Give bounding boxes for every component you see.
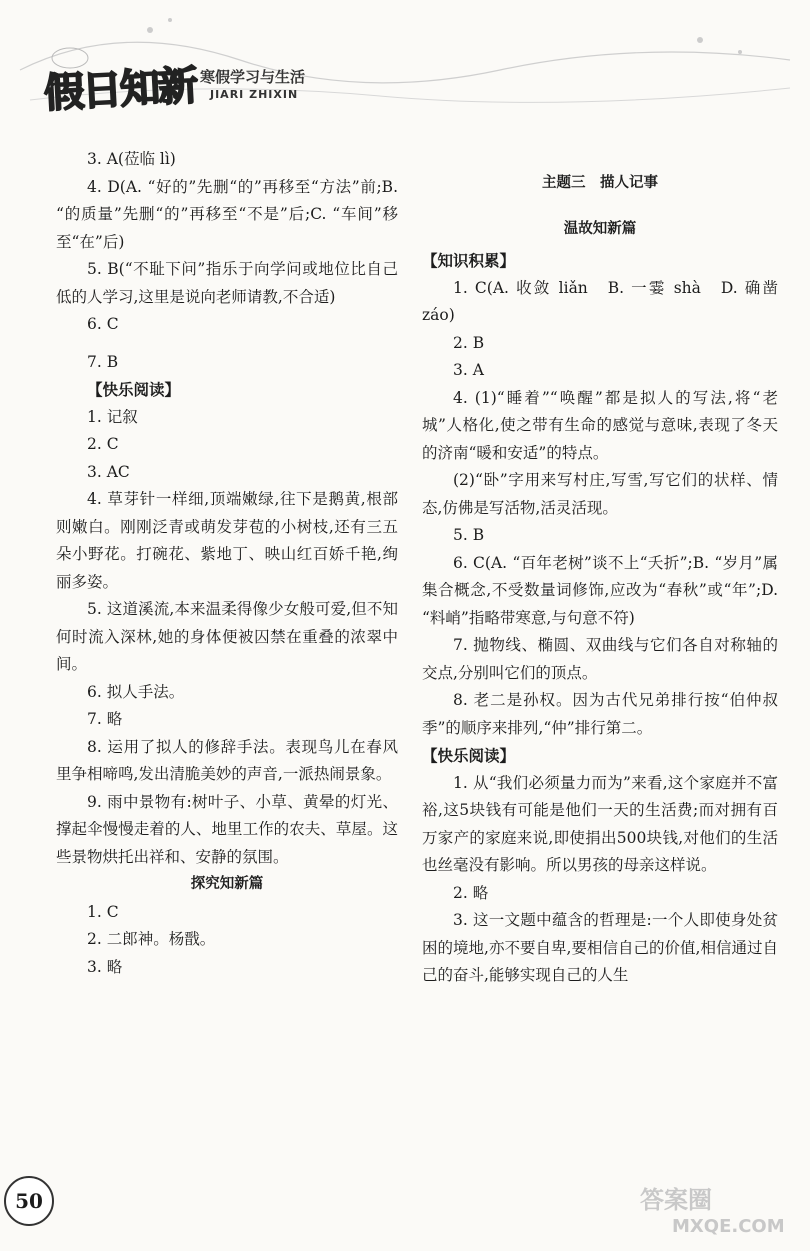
page-header: [0, 0, 810, 130]
answer-item: 5. B: [453, 526, 485, 544]
answer-item: 2. C: [87, 435, 119, 453]
answer-item: 2. 略: [453, 883, 489, 902]
answer-item: 4. (1)“睡着”“唤醒”都是拟人的写法,将“老城”人格化,使之带有生命的感觉与意味,表现了冬天的济南“暖和安适”的特点。: [422, 388, 778, 462]
section-title: 温故知新篇: [563, 220, 637, 237]
answer-item: 8. 老二是孙权。因为古代兄弟排行按“伯仲叔季”的顺序来排列,“仲”排行第二。: [422, 691, 778, 737]
answer-item: 3. A: [453, 361, 484, 379]
logo-pinyin: JIARI ZHIXIN: [210, 88, 299, 101]
answer-item: 2. 二郎神。杨戬。: [87, 930, 216, 948]
answer-item: 6. C(A. “百年老树”谈不上“夭折”;B. “岁月”属集合概念,不受数量词修饰,应改为“春秋”或“年”;D. “料峭”指略带寒意,与句意不符): [422, 553, 778, 627]
page-number: 50: [4, 1176, 54, 1226]
answer-item: 3. 这一文题中蕴含的哲理是:一个人即使身处贫困的境地,亦不要自卑,要相信自己的价值,相信通过自己的奋斗,能够实现自己的人生: [422, 911, 778, 984]
answer-item: 2. B: [453, 333, 485, 352]
section-heading: 【快乐阅读】: [422, 746, 516, 765]
answer-item: 1. C: [87, 902, 119, 921]
answer-item: 9. 雨中景物有:树叶子、小草、黄晕的灯光、撑起伞慢慢走着的人、地里工作的农夫、草屋。这些景物烘托出祥和、安静的氛围。: [56, 792, 398, 866]
section-heading: 【快乐阅读】: [87, 380, 181, 399]
answer-item: 4. D(A. “好的”先删“的”再移至“方法”前;B. “的质量”先删“的”再移至“不是”后;C. “车间”移至“在”后): [56, 177, 398, 251]
watermark: 答案圈: [640, 1186, 712, 1214]
answer-item: 6. C: [87, 315, 119, 333]
left-column: [56, 146, 398, 981]
answer-item: 3. A(莅临 lì): [87, 150, 176, 168]
answer-item: 1. 从“我们必须量力而为”来看,这个家庭并不富裕,这5块钱有可能是他们一天的生活费;而对拥有百万家产的家庭来说,即使捐出500块钱,对他们的生活也丝毫没有影响。所以男孩的母亲这样说。: [422, 773, 778, 874]
answer-item: 7. 抛物线、椭圆、双曲线与它们各自对称轴的交点,分别叫它们的顶点。: [422, 636, 778, 682]
answer-item: (2)“卧”字用来写村庄,写雪,写它们的状样、情态,仿佛是写活物,活灵活现。: [422, 471, 778, 517]
answer-item: 7. 略: [87, 710, 123, 728]
watermark-url: MXQE.COM: [672, 1216, 785, 1237]
logo-subtitle: 寒假学习与生活: [200, 68, 306, 86]
right-column: [422, 146, 778, 990]
answer-item: 3. 略: [87, 957, 123, 976]
answer-item: 8. 运用了拟人的修辞手法。表现鸟儿在春风里争相啼鸣,发出清脆美妙的声音,一派热闹景象。: [56, 737, 398, 783]
section-title: 探究知新篇: [190, 876, 264, 892]
answer-item: 5. B(“不耻下问”指乐于向学问或地位比自己低的人学习,这里是说向老师请教,不合适): [56, 260, 398, 306]
theme-title: 主题三 描人记事: [542, 175, 658, 191]
answer-item: 7. B: [87, 352, 119, 371]
answer-item: 6. 拟人手法。: [87, 682, 185, 701]
answer-item: 1. 记叙: [87, 407, 138, 426]
answer-item: 3. AC: [87, 462, 130, 481]
answer-item: 1. C(A. 收敛 liǎn B. 一霎 shà D. 确凿 záo): [422, 278, 778, 324]
answer-item: 4. 草芽针一样细,顶端嫩绿,往下是鹅黄,根部则嫩白。刚刚泛青或萌发芽苞的小树枝,还有三五朵小野花。打碗花、紫地丁、映山红百娇千艳,绚丽多姿。: [56, 490, 398, 591]
answer-item: 5. 这道溪流,本来温柔得像少女般可爱,但不知何时流入深林,她的身体便被囚禁在重叠的浓翠中间。: [56, 600, 398, 673]
logo-title: 假日知新: [43, 63, 198, 117]
section-heading: 【知识积累】: [422, 251, 516, 270]
